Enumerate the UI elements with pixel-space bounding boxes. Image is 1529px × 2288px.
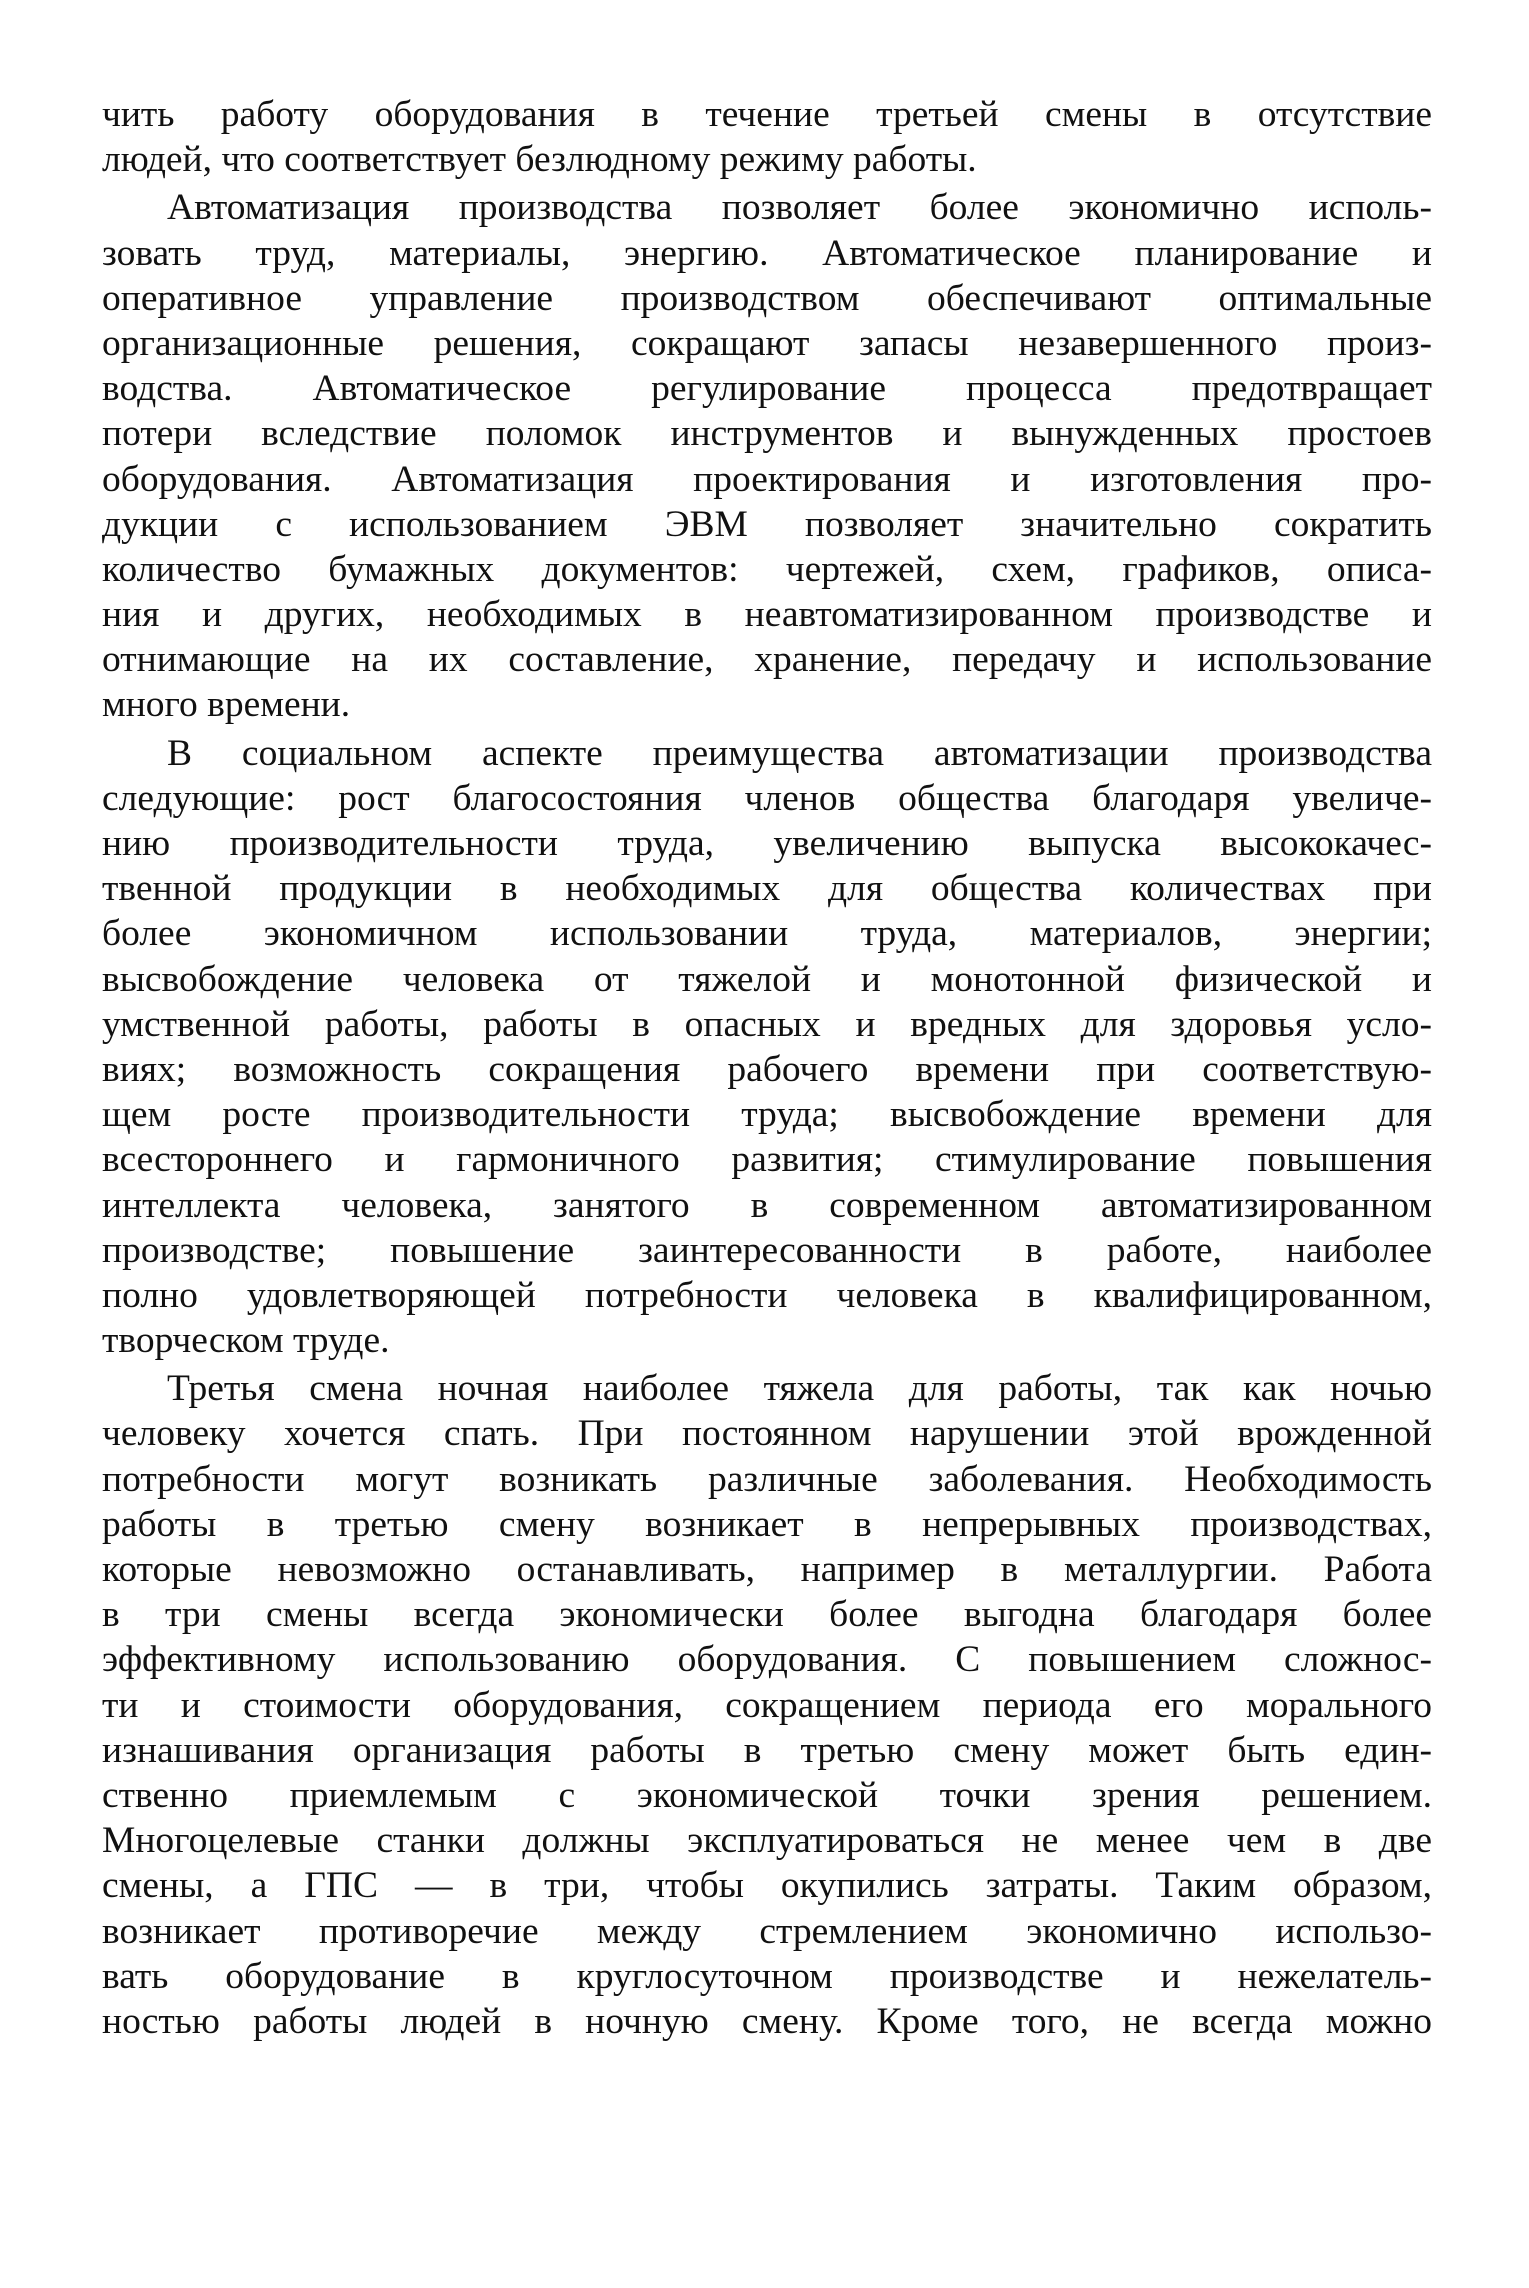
text-line: В социальном аспекте преимущества автоматизации производства xyxy=(167,732,1432,774)
text-line: возникает противоречие между стремлением экономично использо- xyxy=(102,1910,1432,1952)
text-line: высвобождение человека от тяжелой и монотонной физической и xyxy=(102,958,1432,1000)
text-line: в три смены всегда экономически более выгодна благодаря более xyxy=(102,1594,1432,1636)
paragraph-4 xyxy=(102,1366,1432,2044)
text-line: ственно приемлемым с экономической точки зрения решением. xyxy=(102,1774,1432,1816)
text-line: потери вследствие поломок инструментов и вынужденных простоев xyxy=(102,413,1432,455)
text-line: отнимающие на их составление, хранение, передачу и использование xyxy=(102,639,1432,681)
text-line: ния и других, необходимых в неавтоматизированном производстве и xyxy=(102,594,1432,636)
text-line: человеку хочется спать. При постоянном нарушении этой врожденной xyxy=(102,1413,1432,1455)
text-line: эффективному использованию оборудования. С повышением сложнос- xyxy=(102,1639,1432,1681)
paragraph-3 xyxy=(102,731,1432,1364)
text-line: твенной продукции в необходимых для общества количествах при xyxy=(102,868,1432,910)
text-line: нию производительности труда, увеличению выпуска высококачес- xyxy=(102,823,1432,864)
text-line: смены, а ГПС — в три, чтобы окупились затраты. Таким образом, xyxy=(102,1865,1432,1907)
text-line: работы в третью смену возникает в непрерывных производствах, xyxy=(102,1503,1432,1545)
text-line: ти и стоимости оборудования, сокращением периода его морального xyxy=(102,1684,1432,1726)
text-line: потребности могут возникать различные заболевания. Необходимость xyxy=(102,1458,1432,1500)
text-line: всестороннего и гармоничного развития; стимулирование повышения xyxy=(102,1139,1432,1181)
text-line: творческом труде. xyxy=(102,1320,390,1362)
text-line: Третья смена ночная наиболее тяжела для работы, так как ночью xyxy=(167,1368,1432,1410)
text-line: организационные решения, сокращают запасы незавершенного произ- xyxy=(102,322,1432,364)
text-line: людей, что соответствует безлюдному режиму работы. xyxy=(102,139,977,181)
text-line: Автоматизация производства позволяет более экономично исполь- xyxy=(167,187,1432,229)
text-line: интеллекта человека, занятого в современном автоматизированном xyxy=(102,1184,1432,1226)
text-line: дукции с использованием ЭВМ позволяет значительно сократить xyxy=(102,503,1432,545)
text-line: чить работу оборудования в течение третьей смены в отсутствие xyxy=(102,94,1432,135)
text-line: производстве; повышение заинтересованности в работе, наиболее xyxy=(102,1229,1432,1271)
page-text xyxy=(102,92,1432,2044)
text-line: следующие: рост благосостояния членов общества благодаря увеличе- xyxy=(102,777,1432,819)
text-line: водства. Автоматическое регулирование процесса предотвращает xyxy=(102,368,1432,410)
text-line: много времени. xyxy=(102,684,351,726)
text-line: полно удовлетворяющей потребности человека в квалифицированном, xyxy=(102,1274,1432,1316)
paragraph-1 xyxy=(102,92,1432,182)
text-line: количество бумажных документов: чертежей, схем, графиков, описа- xyxy=(102,548,1432,590)
text-line: вать оборудование в круглосуточном производстве и нежелатель- xyxy=(102,1955,1432,1997)
paragraph-2 xyxy=(102,185,1432,727)
text-line: оперативное управление производством обеспечивают оптимальные xyxy=(102,277,1432,319)
text-line: щем росте производительности труда; высвобождение времени для xyxy=(102,1094,1432,1136)
text-line: Многоцелевые станки должны эксплуатироваться не менее чем в две xyxy=(102,1820,1432,1862)
text-line: умственной работы, работы в опасных и вредных для здоровья усло- xyxy=(102,1003,1432,1045)
text-line: ностью работы людей в ночную смену. Кроме того, не всегда можно xyxy=(102,2000,1432,2042)
text-line: которые невозможно останавливать, например в металлургии. Работа xyxy=(102,1549,1432,1590)
text-line: оборудования. Автоматизация проектирования и изготовления про- xyxy=(102,458,1432,500)
text-line: виях; возможность сокращения рабочего времени при соответствую- xyxy=(102,1048,1432,1090)
text-line: изнашивания организация работы в третью смену может быть един- xyxy=(102,1729,1432,1771)
text-line: более экономичном использовании труда, материалов, энергии; xyxy=(102,913,1432,955)
text-line: зовать труд, материалы, энергию. Автоматическое планирование и xyxy=(102,232,1432,274)
